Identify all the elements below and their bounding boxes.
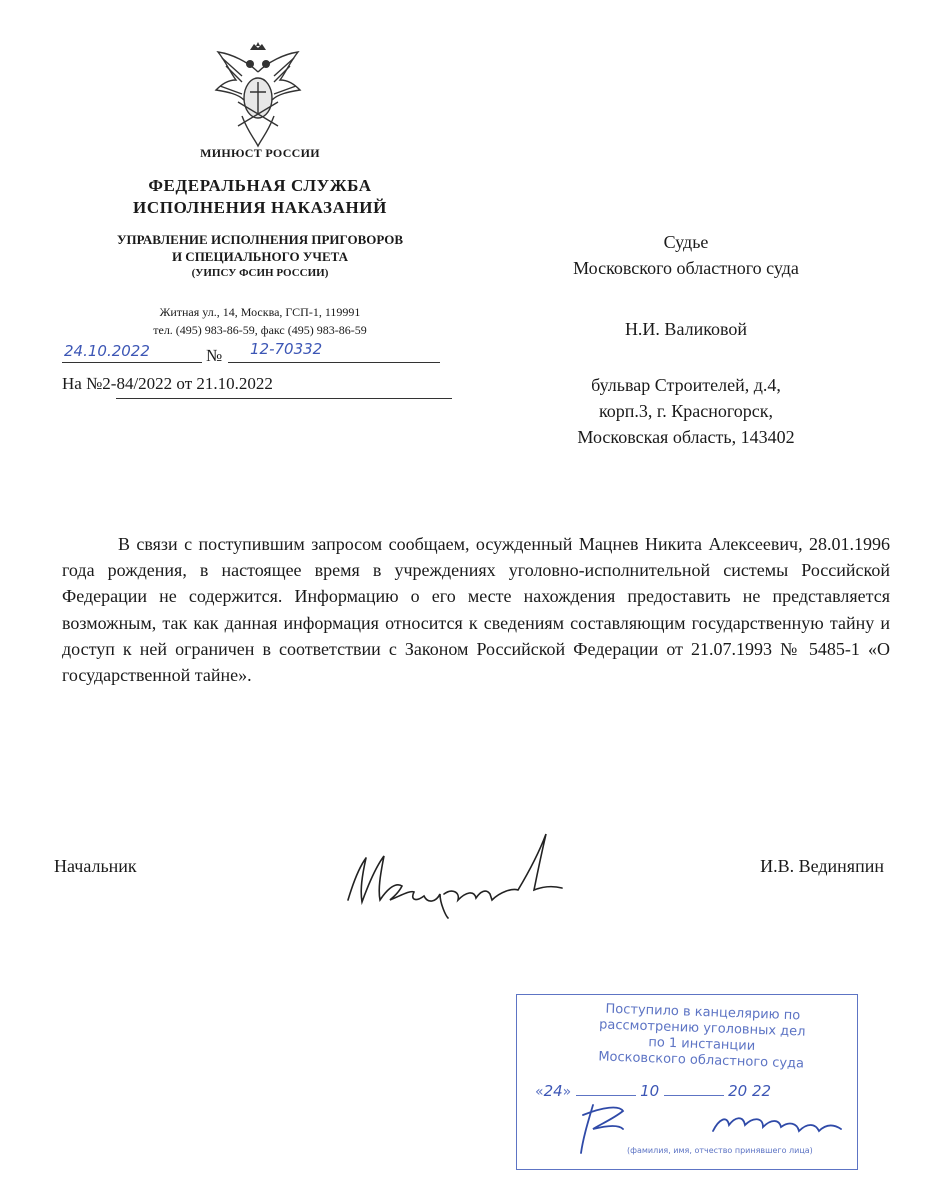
address-line: Житная ул., 14, Москва, ГСП-1, 119991 — [159, 305, 361, 319]
stamp-date: «24» 10 20 22 — [535, 1082, 772, 1100]
outgoing-number-label: № — [206, 346, 223, 365]
department-title — [40, 231, 480, 282]
phone-line: тел. (495) 983-86-59, факс (495) 983-86-59 — [153, 323, 367, 337]
department-line3: (УИПСУ ФСИН РОССИИ) — [191, 267, 329, 279]
stamp-date-day: 24 — [543, 1082, 563, 1100]
handwritten-signature — [340, 830, 580, 920]
outgoing-date: 24.10.2022 — [64, 342, 150, 360]
recipient-address-line2: корп.3, г. Красногорск, — [598, 401, 774, 421]
recipient-address-line3: Московская область, 143402 — [577, 427, 795, 447]
stamp-line2: рассмотрению уголовных дел — [598, 1017, 806, 1040]
letter-body: В связи с поступившим запросом сообщаем, осужденный Мацнев Никита Алексеевич, 28.01.1996 года рождения, в настоящее время в учреждениях уголовно-исполнительной системы Российской Федерации не содержится. Информацию о его месте нахождения предоставить не представляется возможным, так как данная информация относится к сведениям составляющим государственную тайну и доступ к ней ограничен в соответствии с Законом Российской Федерации от 21.07.1993 № 5485-1 «О государственной тайне». — [62, 534, 890, 686]
stamp-text — [556, 1000, 848, 1074]
fsin-emblem-icon — [212, 42, 304, 150]
recipient-line2: Московского областного суда — [573, 258, 799, 278]
recipient-address — [516, 372, 856, 450]
signer-name: И.В. Вединяпин — [760, 856, 884, 876]
stamp-line3: по 1 инстанции — [648, 1035, 756, 1054]
stamp-date-month: 10 — [640, 1082, 660, 1100]
reference-line: На №2-84/2022 от 21.10.2022 — [62, 374, 273, 393]
ministry-title: МИНЮСТ РОССИИ — [200, 146, 320, 160]
signer-position: Начальник — [54, 856, 137, 876]
service-title — [40, 175, 480, 219]
recipient-address-line1: бульвар Строителей, д.4, — [591, 375, 781, 395]
service-title-line1: ФЕДЕРАЛЬНАЯ СЛУЖБА — [148, 176, 372, 195]
service-title-line2: ИСПОЛНЕНИЯ НАКАЗАНИЙ — [133, 198, 387, 217]
outgoing-number-line — [62, 340, 440, 366]
department-line1: УПРАВЛЕНИЕ ИСПОЛНЕНИЯ ПРИГОВОРОВ — [116, 232, 404, 247]
stamp-footer: (фамилия, имя, отчество принявшего лица) — [627, 1146, 813, 1155]
recipient-name: Н.И. Валиковой — [624, 319, 748, 339]
outgoing-number: 12-70332 — [250, 340, 323, 358]
stamp-date-year: 20 22 — [728, 1082, 772, 1100]
incoming-stamp — [516, 994, 858, 1170]
stamp-line1: Поступило в канцелярию по — [605, 1001, 801, 1024]
department-line2: И СПЕЦИАЛЬНОГО УЧЕТА — [171, 249, 349, 264]
stamp-line4: Московского областного суда — [598, 1049, 805, 1072]
recipient-title — [516, 229, 856, 281]
recipient-line1: Судье — [663, 232, 709, 252]
